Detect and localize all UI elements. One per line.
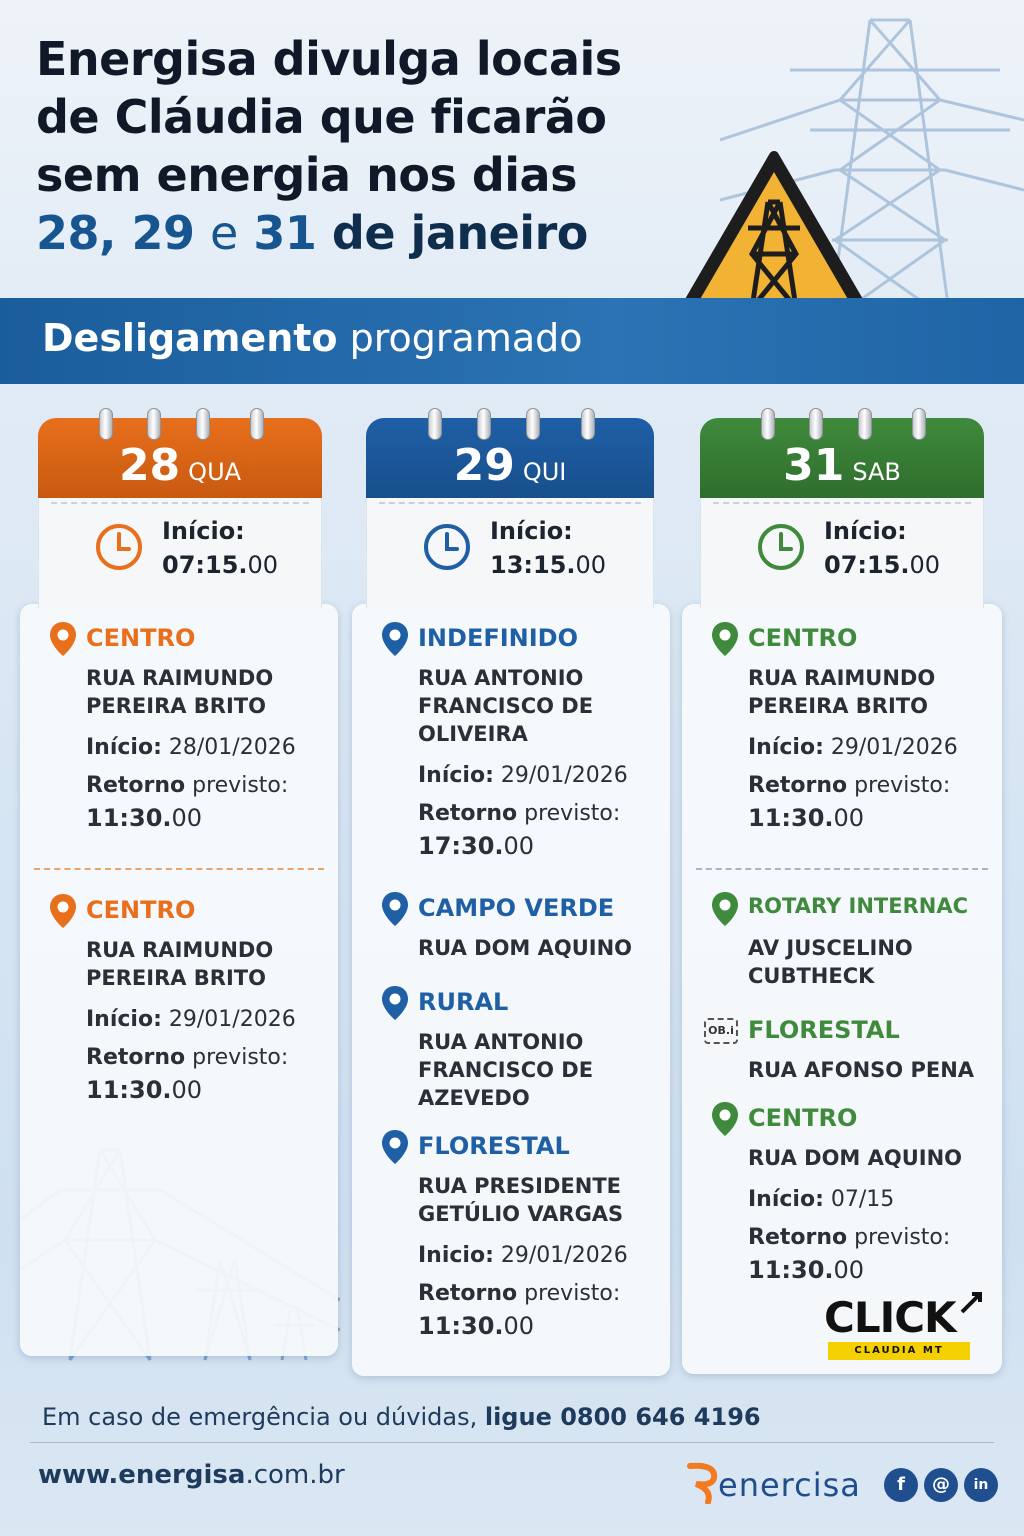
previsto-label: previsto: [192,1045,289,1070]
calendar-header-28 [38,418,322,498]
expected-return [86,1042,288,1108]
location-pin-icon [380,984,410,1022]
calendar-ring [428,408,442,440]
footer-message [42,1403,761,1431]
calendar-ring [858,408,872,440]
calendar-ring [526,408,540,440]
calendar-ring [147,408,161,440]
return-time: 17:30. [418,832,504,860]
retorno-label: Retorno [418,1281,518,1306]
facebook-icon[interactable]: f [884,1468,918,1502]
inicio-value: 29/01/2026 [500,763,628,788]
return-time: 11:30. [86,804,172,832]
date-28: 28, [36,206,116,260]
calendar-ring [196,408,210,440]
street-name-line: RUA DOM AQUINO [748,1146,963,1170]
website-link[interactable] [38,1460,345,1490]
inicio-label: Início: [748,735,824,760]
retorno-label: Retorno [86,1045,186,1070]
calendar-ring [912,408,926,440]
calendar-day: 29 [453,440,515,491]
headline-line-3: sem energia nos dias [36,148,577,202]
street-name-line: FRANCISCO DE [418,1058,594,1082]
calendar-weekday: QUA [188,458,242,486]
site-prefix: www. [38,1460,119,1490]
inicio-label: Início: [824,517,907,545]
street-name-line: CUBTHECK [748,964,875,988]
street-name-line: RUA RAIMUNDO [748,666,936,690]
start-time-label [490,514,606,582]
clock-icon [422,522,472,572]
dashed-separator [34,868,324,870]
start-time-fraction: 00 [909,551,941,579]
retorno-label: Retorno [748,773,848,798]
start-time-fraction: 00 [247,551,279,579]
return-time: 11:30. [748,1256,834,1284]
expected-return [748,1222,950,1288]
neighborhood-name: CENTRO [86,624,196,652]
street-name-line: RUA PRESIDENTE [418,1174,622,1198]
outage-start-date [748,1184,894,1216]
instagram-icon[interactable]: @ [924,1468,958,1502]
date-29: 29 [131,206,195,260]
inicio-label: Início: [748,1187,824,1212]
location-pin-icon [380,620,410,658]
footer-msg-text: Em caso de emergência ou dúvidas, [42,1403,478,1431]
headline-line-1: Energisa divulga locais [36,32,622,86]
neighborhood-name: CENTRO [748,624,858,652]
outage-start-date [748,732,958,764]
calendar-ring [809,408,823,440]
inicio-label: Início: [162,517,245,545]
expected-return [418,1278,620,1344]
clock-icon [94,522,144,572]
neighborhood-name: INDEFINIDO [418,624,578,652]
return-time-fraction: 00 [833,804,865,832]
start-time-label [162,514,278,582]
calendar-ring [581,408,595,440]
street-name-line: PEREIRA BRITO [748,694,928,718]
calendar-ring [250,408,264,440]
retorno-label: Retorno [86,773,186,798]
neighborhood-name: FLORESTAL [418,1132,570,1160]
previsto-label: previsto: [524,1281,621,1306]
location-pin-icon [710,890,740,928]
date-month: de janeiro [331,206,588,260]
neighborhood-name: ROTARY INTERNAC [748,894,968,918]
neighborhood-name: RURAL [418,988,509,1016]
footer-phone[interactable]: ligue 0800 646 4196 [484,1403,761,1431]
headline-line-2: de Cláudia que ficarão [36,90,607,144]
site-name: energisa [118,1460,246,1490]
calendar-ring [99,408,113,440]
inicio-label: Inicio: [418,1243,494,1268]
dashed-separator [696,868,988,870]
dashed-divider [713,502,971,504]
inicio-value: 28/01/2026 [168,735,296,760]
inicio-value: 29/01/2026 [168,1007,296,1032]
street-name-line: AZEVEDO [418,1086,530,1110]
headline-dates [36,204,716,262]
clock-icon [756,522,806,572]
date-and: e [210,206,238,260]
street-name-line: RUA ANTONIO [418,666,584,690]
site-suffix: .com.br [245,1460,345,1490]
street-name-line: RUA RAIMUNDO [86,666,274,690]
location-pin-icon [48,620,78,658]
neighborhood-name: FLORESTAL [748,1016,900,1044]
calendar-ring [477,408,491,440]
outage-start-date [418,760,628,792]
neighborhood-name: CENTRO [748,1104,858,1132]
expected-return [86,770,288,836]
banner-rest: programado [349,316,583,360]
outage-start-date [86,732,296,764]
previsto-label: previsto: [854,773,951,798]
return-time-fraction: 00 [503,832,535,860]
banner-title [42,316,583,360]
return-time: 11:30. [418,1312,504,1340]
click-logo-subtitle: CLAUDIA MT [828,1342,970,1360]
retorno-label: Retorno [748,1225,848,1250]
start-time-label [824,514,940,582]
banner-bold: Desligamento [42,316,338,360]
previsto-label: previsto: [854,1225,951,1250]
street-name-line: RUA RAIMUNDO [86,938,274,962]
street-name-line: RUA DOM AQUINO [418,936,633,960]
location-pin-icon [710,620,740,658]
dashed-divider [51,502,309,504]
neighborhood-name: CAMPO VERDE [418,894,615,922]
energisa-logo-icon [686,1460,722,1504]
start-time: 07:15. [824,551,910,579]
street-name-line: OLIVEIRA [418,722,528,746]
linkedin-icon[interactable]: in [964,1468,998,1502]
return-time: 11:30. [86,1076,172,1104]
date-31: 31 [253,206,317,260]
location-pin-icon [380,1128,410,1166]
calendar-weekday: SAB [852,458,901,486]
start-time: 13:15. [490,551,576,579]
return-time: 11:30. [748,804,834,832]
return-time-fraction: 00 [503,1312,535,1340]
calendar-weekday: QUI [522,458,567,486]
return-time-fraction: 00 [833,1256,865,1284]
street-name-line: PEREIRA BRITO [86,694,266,718]
expected-return [748,770,950,836]
calendar-header-31 [700,418,984,498]
street-name-line: PEREIRA BRITO [86,966,266,990]
previsto-label: previsto: [524,801,621,826]
headline [36,30,716,262]
object-icon: OB.i [704,1018,738,1044]
street-name-line: RUA AFONSO PENA [748,1058,975,1082]
neighborhood-name: CENTRO [86,896,196,924]
outage-start-date [418,1240,628,1272]
start-time: 07:15. [162,551,248,579]
calendar-day: 28 [118,440,181,491]
outage-start-date [86,1004,296,1036]
street-name-line: GETÚLIO VARGAS [418,1202,624,1226]
street-name-line: AV JUSCELINO [748,936,913,960]
location-pin-icon [710,1100,740,1138]
inicio-value: 07/15 [830,1187,895,1212]
location-pin-icon [48,892,78,930]
location-pin-icon [380,890,410,928]
start-time-fraction: 00 [575,551,607,579]
inicio-label: Início: [86,1007,162,1032]
inicio-label: Início: [86,735,162,760]
previsto-label: previsto: [192,773,289,798]
inicio-value: 29/01/2026 [830,735,958,760]
inicio-label: Início: [418,763,494,788]
expected-return [418,798,620,864]
dashed-divider [379,502,641,504]
energisa-brand-text: enercisa [718,1466,861,1504]
inicio-label: Início: [490,517,573,545]
click-logo: CLICK [824,1293,956,1342]
footer-divider [30,1442,994,1443]
calendar-day: 31 [783,440,845,491]
return-time-fraction: 00 [171,1076,203,1104]
street-name-line: FRANCISCO DE [418,694,594,718]
street-name-line: RUA ANTONIO [418,1030,584,1054]
inicio-value: 29/01/2026 [500,1243,628,1268]
return-time-fraction: 00 [171,804,203,832]
retorno-label: Retorno [418,801,518,826]
calendar-header-29 [366,418,654,498]
calendar-ring [761,408,775,440]
